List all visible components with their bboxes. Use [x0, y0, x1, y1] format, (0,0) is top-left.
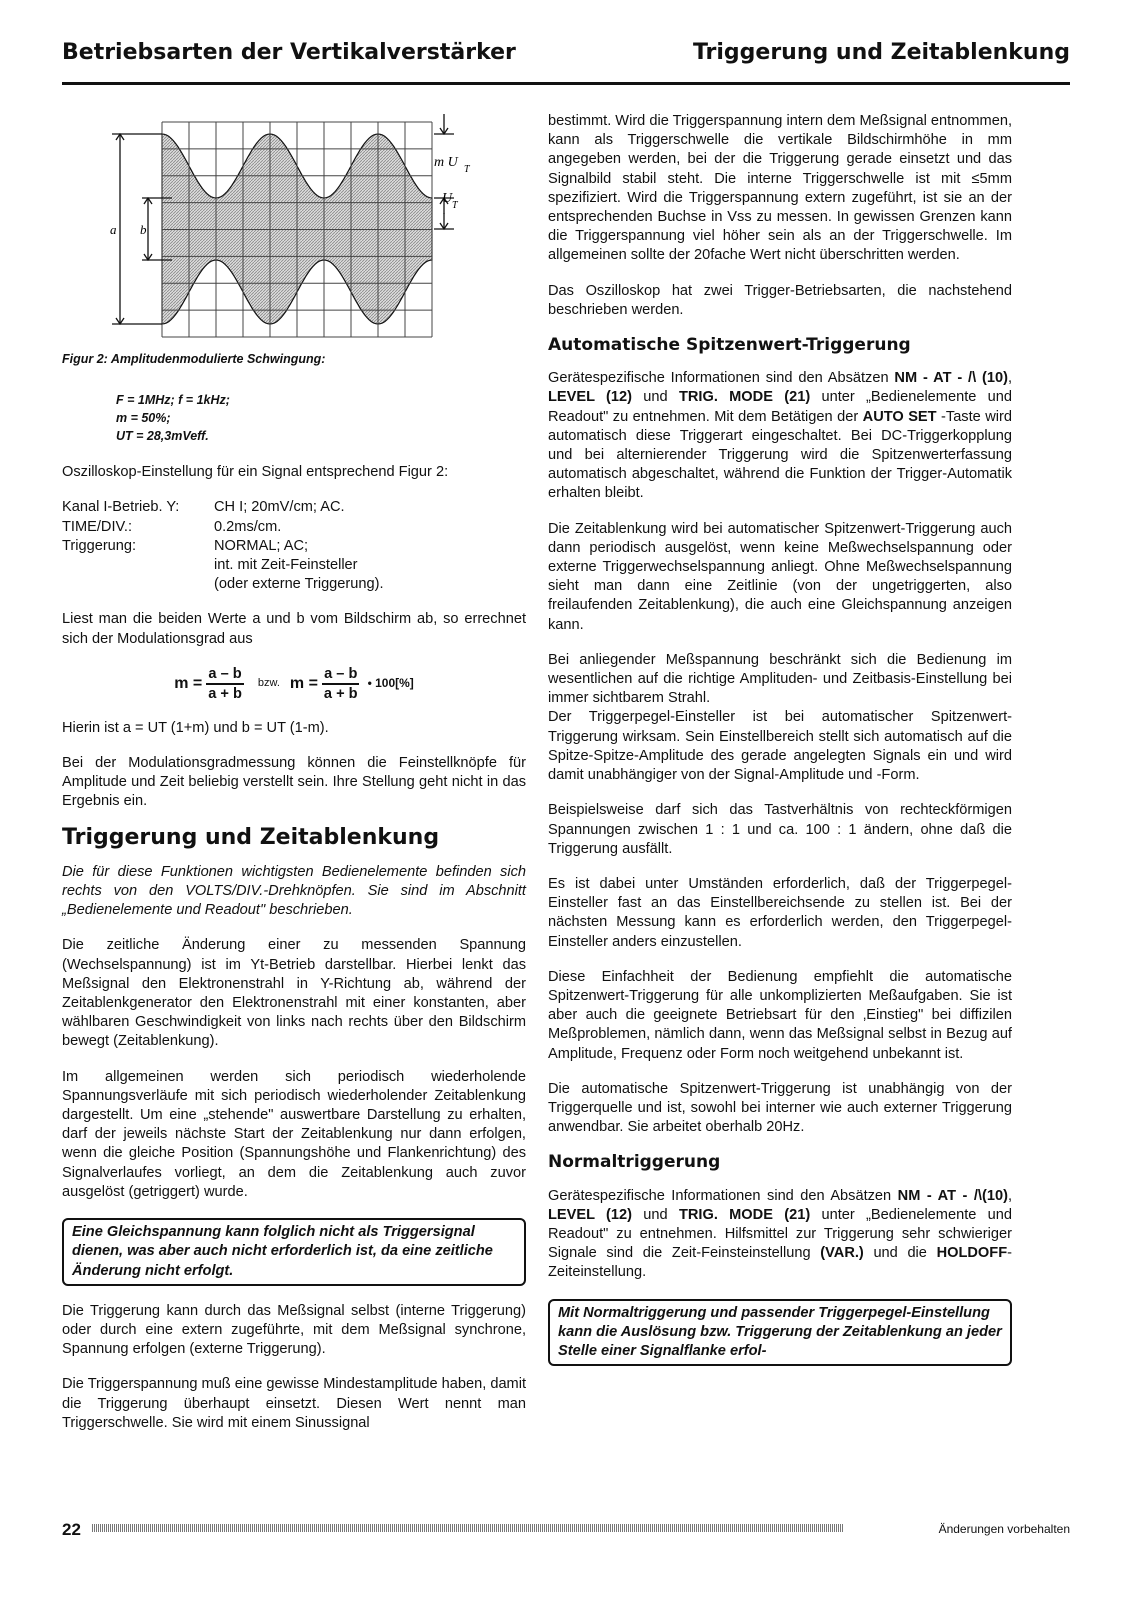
- param-line: UT = 28,3mVeff.: [116, 429, 209, 444]
- formula-m1: m =: [174, 675, 203, 693]
- text-run: -Zeiteinstellung.: [548, 1245, 1012, 1281]
- numerator: a – b: [206, 665, 243, 685]
- setting-key: [62, 575, 214, 594]
- param-line: m = 50%;: [116, 411, 171, 426]
- control-ref: AUTO SET: [862, 408, 937, 425]
- paragraph: Die Zeitablenkung wird bei automatischer Spitzenwert-Triggerung auch dann periodisch ausgelöst, wenn keine Meßwechselspannung oder externe Triggerwechselspannung anliegt. Ohne Meßwechselspannung sieht man dann eine Zeitlinie (von der ungetriggerten, also freilaufenden Zeitablenkung), die auch eine Gleichspannung anzeigen kann.: [548, 520, 1012, 633]
- label-b: b: [140, 222, 147, 237]
- osc-intro-paragraph: Oszilloskop-Einstellung für ein Signal entsprechend Figur 2:: [62, 464, 449, 481]
- setting-value: 0.2ms/cm.: [214, 518, 282, 535]
- page-number: 22: [62, 1520, 81, 1539]
- formula-m2: m =: [289, 675, 318, 693]
- denominator: a + b: [323, 685, 358, 702]
- text-run: unter „Bedienelemente und Readout" zu entnehmen. Mit dem Betätigen der: [548, 389, 1012, 425]
- setting-value: int. mit Zeit-Feinsteller: [214, 557, 358, 574]
- paragraph: Die Triggerspannung muß eine gewisse Mindestamplitude haben, damit die Triggerung überhaupt einsetzt. Diesen Wert nennt man Triggerschwelle. Sie wird mit einem Sinussignal: [62, 1376, 527, 1431]
- settings-table: [62, 498, 526, 594]
- denominator: a + b: [208, 685, 242, 702]
- text-run: ,: [1007, 1187, 1013, 1204]
- paragraph: Bei anliegender Meßspannung beschränkt sich die Bedienung im wesentlichen auf die richtige Amplituden- und Zeitbasis-Einstellung bei immer sichtbarem Strahl.: [548, 651, 1012, 707]
- paragraph: Beispielsweise darf sich das Tastverhältnis von rechteckförmigen Spannungen zwischen 1 : 1 und ca. 100 : 1 ändern, ohne daß die Triggerung ausfällt.: [548, 802, 1012, 857]
- paragraph: Der Triggerpegel-Einsteller ist bei automatischer Spitzenwert-Triggerung wirksam. Sein Einstellbereich stellt sich automatisch auf die Spitze-Spitze-Amplitude des gerade angelegten Signals ein und wird damit unabhängiger von der Signal-Amplitude und -Form.: [548, 709, 1012, 784]
- text-run: und: [632, 389, 679, 406]
- modulation-formula: [62, 665, 526, 703]
- hierin-paragraph: Hierin ist a = UT (1+m) und b = UT (1-m).: [62, 719, 329, 736]
- label-a: a: [110, 222, 117, 237]
- text-run: -Taste wird automatisch diese Triggerart eingeschaltet. Bei DC-Triggerkopplung und bei alternierender Triggerung wird die Spitzenwerterfassung automatisch abgeschaltet, während die Funktion der Trigger-Automatik erhalten bleibt.: [548, 408, 1012, 502]
- setting-key: [62, 556, 214, 575]
- control-ref: (VAR.): [820, 1245, 864, 1262]
- control-ref: NM - AT - /\(10): [897, 1187, 1008, 1204]
- subsection-title-auto: Automatische Spitzenwert-Triggerung: [548, 335, 911, 356]
- right-column: [548, 112, 1012, 1382]
- setting-key: Kanal I-Betrieb. Y:: [62, 499, 180, 516]
- control-ref: TRIG. MODE (21): [678, 389, 811, 406]
- control-ref: NM - AT - /\ (10): [894, 370, 1008, 387]
- control-ref: LEVEL (12): [548, 1206, 633, 1223]
- label-m-ut-sub: T: [464, 164, 470, 175]
- section-title: Triggerung und Zeitablenkung: [62, 824, 440, 850]
- text-run: und: [632, 1206, 679, 1223]
- text-run: unter „Bedienelemente und Readout" zu entnehmen. Hilfsmittel zur Triggerung sehr schwieriger Signale sind die Zeit-Feinsteinstellung: [548, 1206, 1012, 1262]
- header-rule: [62, 82, 1070, 85]
- fraction-2: [322, 665, 360, 703]
- read-values-paragraph: Liest man die beiden Werte a und b vom Bildschirm ab, so errechnet sich der Modulationsgrad aus: [62, 611, 526, 647]
- setting-value: NORMAL; AC;: [214, 537, 309, 554]
- subsection-title-normal: Normaltriggerung: [548, 1152, 721, 1173]
- text-run: und die: [863, 1245, 937, 1262]
- label-ut: U: [442, 191, 453, 206]
- control-ref: LEVEL (12): [548, 389, 633, 406]
- setting-value: CH I; 20mV/cm; AC.: [214, 499, 345, 516]
- header-left-title: Betriebsarten der Vertikalverstärker: [62, 40, 516, 65]
- setting-key: TIME/DIV.:: [62, 518, 133, 535]
- formula-bzw: bzw.: [257, 677, 280, 690]
- control-ref: TRIG. MODE (21): [678, 1206, 811, 1223]
- control-ref: HOLDOFF: [936, 1245, 1008, 1262]
- footer-note: Änderungen vorbehalten: [938, 1522, 1070, 1536]
- highlight-box: Mit Normaltriggerung und passender Triggerpegel-Einstellung kann die Auslösung bzw. Triggerung der Zeitablenkung an jeder Stelle einer Signalflanke erfol-: [548, 1299, 1012, 1367]
- setting-key: Triggerung:: [62, 537, 137, 554]
- figure-parameters: [116, 391, 526, 445]
- text-run: ,: [1007, 370, 1012, 387]
- paragraph: Die automatische Spitzenwert-Triggerung ist unabhängig von der Triggerquelle und ist, sowohl bei interner wie auch externer Triggerung anwendbar. Sie arbeitet oberhalb 20Hz.: [548, 1080, 1012, 1136]
- param-line: F = 1MHz; f = 1kHz;: [116, 393, 230, 408]
- paragraph: Die Triggerung kann durch das Meßsignal selbst (interne Triggerung) oder durch eine extern zugeführte, mit dem Meßsignal synchrone, Spannung erfolgen (externe Triggerung).: [62, 1302, 526, 1358]
- highlight-box: Eine Gleichspannung kann folglich nicht als Triggersignal dienen, was aber auch nicht erforderlich ist, da eine zeitliche Änderung nicht erfolgt.: [62, 1218, 526, 1286]
- setting-value: (oder externe Triggerung).: [214, 576, 384, 593]
- oscilloscope-screen: [62, 112, 526, 342]
- text-run: Gerätespezifische Informationen sind den Absätzen: [548, 370, 895, 387]
- left-column: [62, 112, 526, 1449]
- label-ut-sub: T: [452, 200, 458, 211]
- fraction-1: [206, 665, 244, 703]
- modulation-measure-paragraph: Bei der Modulationsgradmessung können die Feinstellknöpfe für Amplitude und Zeit beliebig verstellt sein. Ihre Stellung geht nicht in das Ergebnis ein.: [62, 755, 526, 810]
- paragraph: Das Oszilloskop hat zwei Trigger-Betriebsarten, die nachstehend beschrieben werden.: [548, 282, 1012, 318]
- header-right-title: Triggerung und Zeitablenkung: [692, 40, 1070, 65]
- section-intro: Die für diese Funktionen wichtigsten Bedienelemente befinden sich rechts von den VOLTS/DIV.-Drehknöpfen. Sie sind im Abschnitt „Bedienelemente und Readout" beschrieben.: [62, 863, 526, 919]
- paragraph: Die zeitliche Änderung einer zu messenden Spannung (Wechselspannung) ist im Yt-Betrieb darstellbar. Hierbei lenkt das Meßsignal den Elektronenstrahl in Y-Richtung ab, während der Zeitablenkgenerator den Elektronenstrahl mit einer konstanten, aber wählbaren Geschwindigkeit von links nach rechts über den Bildschirm bewegt (Zeitablenkung).: [62, 937, 526, 1050]
- label-m-ut: m U: [434, 155, 458, 170]
- footer-rule: [92, 1524, 844, 1532]
- numerator: a – b: [322, 665, 359, 685]
- text-run: Gerätespezifische Informationen sind den Absätzen: [548, 1187, 898, 1204]
- auto-trigger-paragraph: [548, 369, 1012, 503]
- normal-trigger-paragraph: [548, 1187, 1012, 1283]
- formula-percent: • 100[%]: [367, 676, 414, 691]
- paragraph: Es ist dabei unter Umständen erforderlich, daß der Triggerpegel-Einsteller fast an das Einstellbereichsende zu stellen ist. Bei der nächsten Messung kann es erforderlich werden, den Triggerpegel-Einsteller anders einzustellen.: [548, 875, 1012, 950]
- paragraph: bestimmt. Wird die Triggerspannung intern dem Meßsignal entnommen, kann als Triggerschwelle die vertikale Bildschirmhöhe in mm angegeben werden, bei der die Triggerung gerade einsetzt und das Signalbild stabil steht. Die interne Triggerschwelle ist mit ≤5mm spezifiziert. Wird die Triggerspannung extern zugeführt, ist sie an der entsprechenden Buchse in Vss zu messen. In gewissen Grenzen kann die Triggerspannung viel höher sein als an der Triggerschwelle. Im allgemeinen sollte der 20fache Wert nicht überschritten werden.: [548, 113, 1012, 264]
- am-waveform-figure: [62, 112, 526, 342]
- paragraph: Im allgemeinen werden sich periodisch wiederholende Spannungsverläufe mit sich periodisch wiederholender Zeitablenkung dargestellt. Um eine „stehende" auswertbare Darstellung zu erhalten, darf der jeweils nächste Start der Zeitablenkung nur dann erfolgen, wenn die gleiche Position (Spannungshöhe und Flankenrichtung) des Signalverlaufes vorliegt, an dem die Zeitablenkung auch zuvor ausgelöst (getriggert) wurde.: [62, 1068, 526, 1200]
- figure-caption: Figur 2: Amplitudenmodulierte Schwingung:: [62, 352, 326, 366]
- paragraph: Diese Einfachheit der Bedienung empfiehlt die automatische Spitzenwert-Triggerung für alle unkomplizierten Meßaufgaben. Sie ist aber auch die geeignete Betriebsart für den ‚Einstieg" bei diffizilen Meßproblemen, nämlich dann, wenn das Meßsignal selbst in Bezug auf Amplitude, Frequenz oder Form noch weitgehend unbekannt ist.: [548, 968, 1012, 1062]
